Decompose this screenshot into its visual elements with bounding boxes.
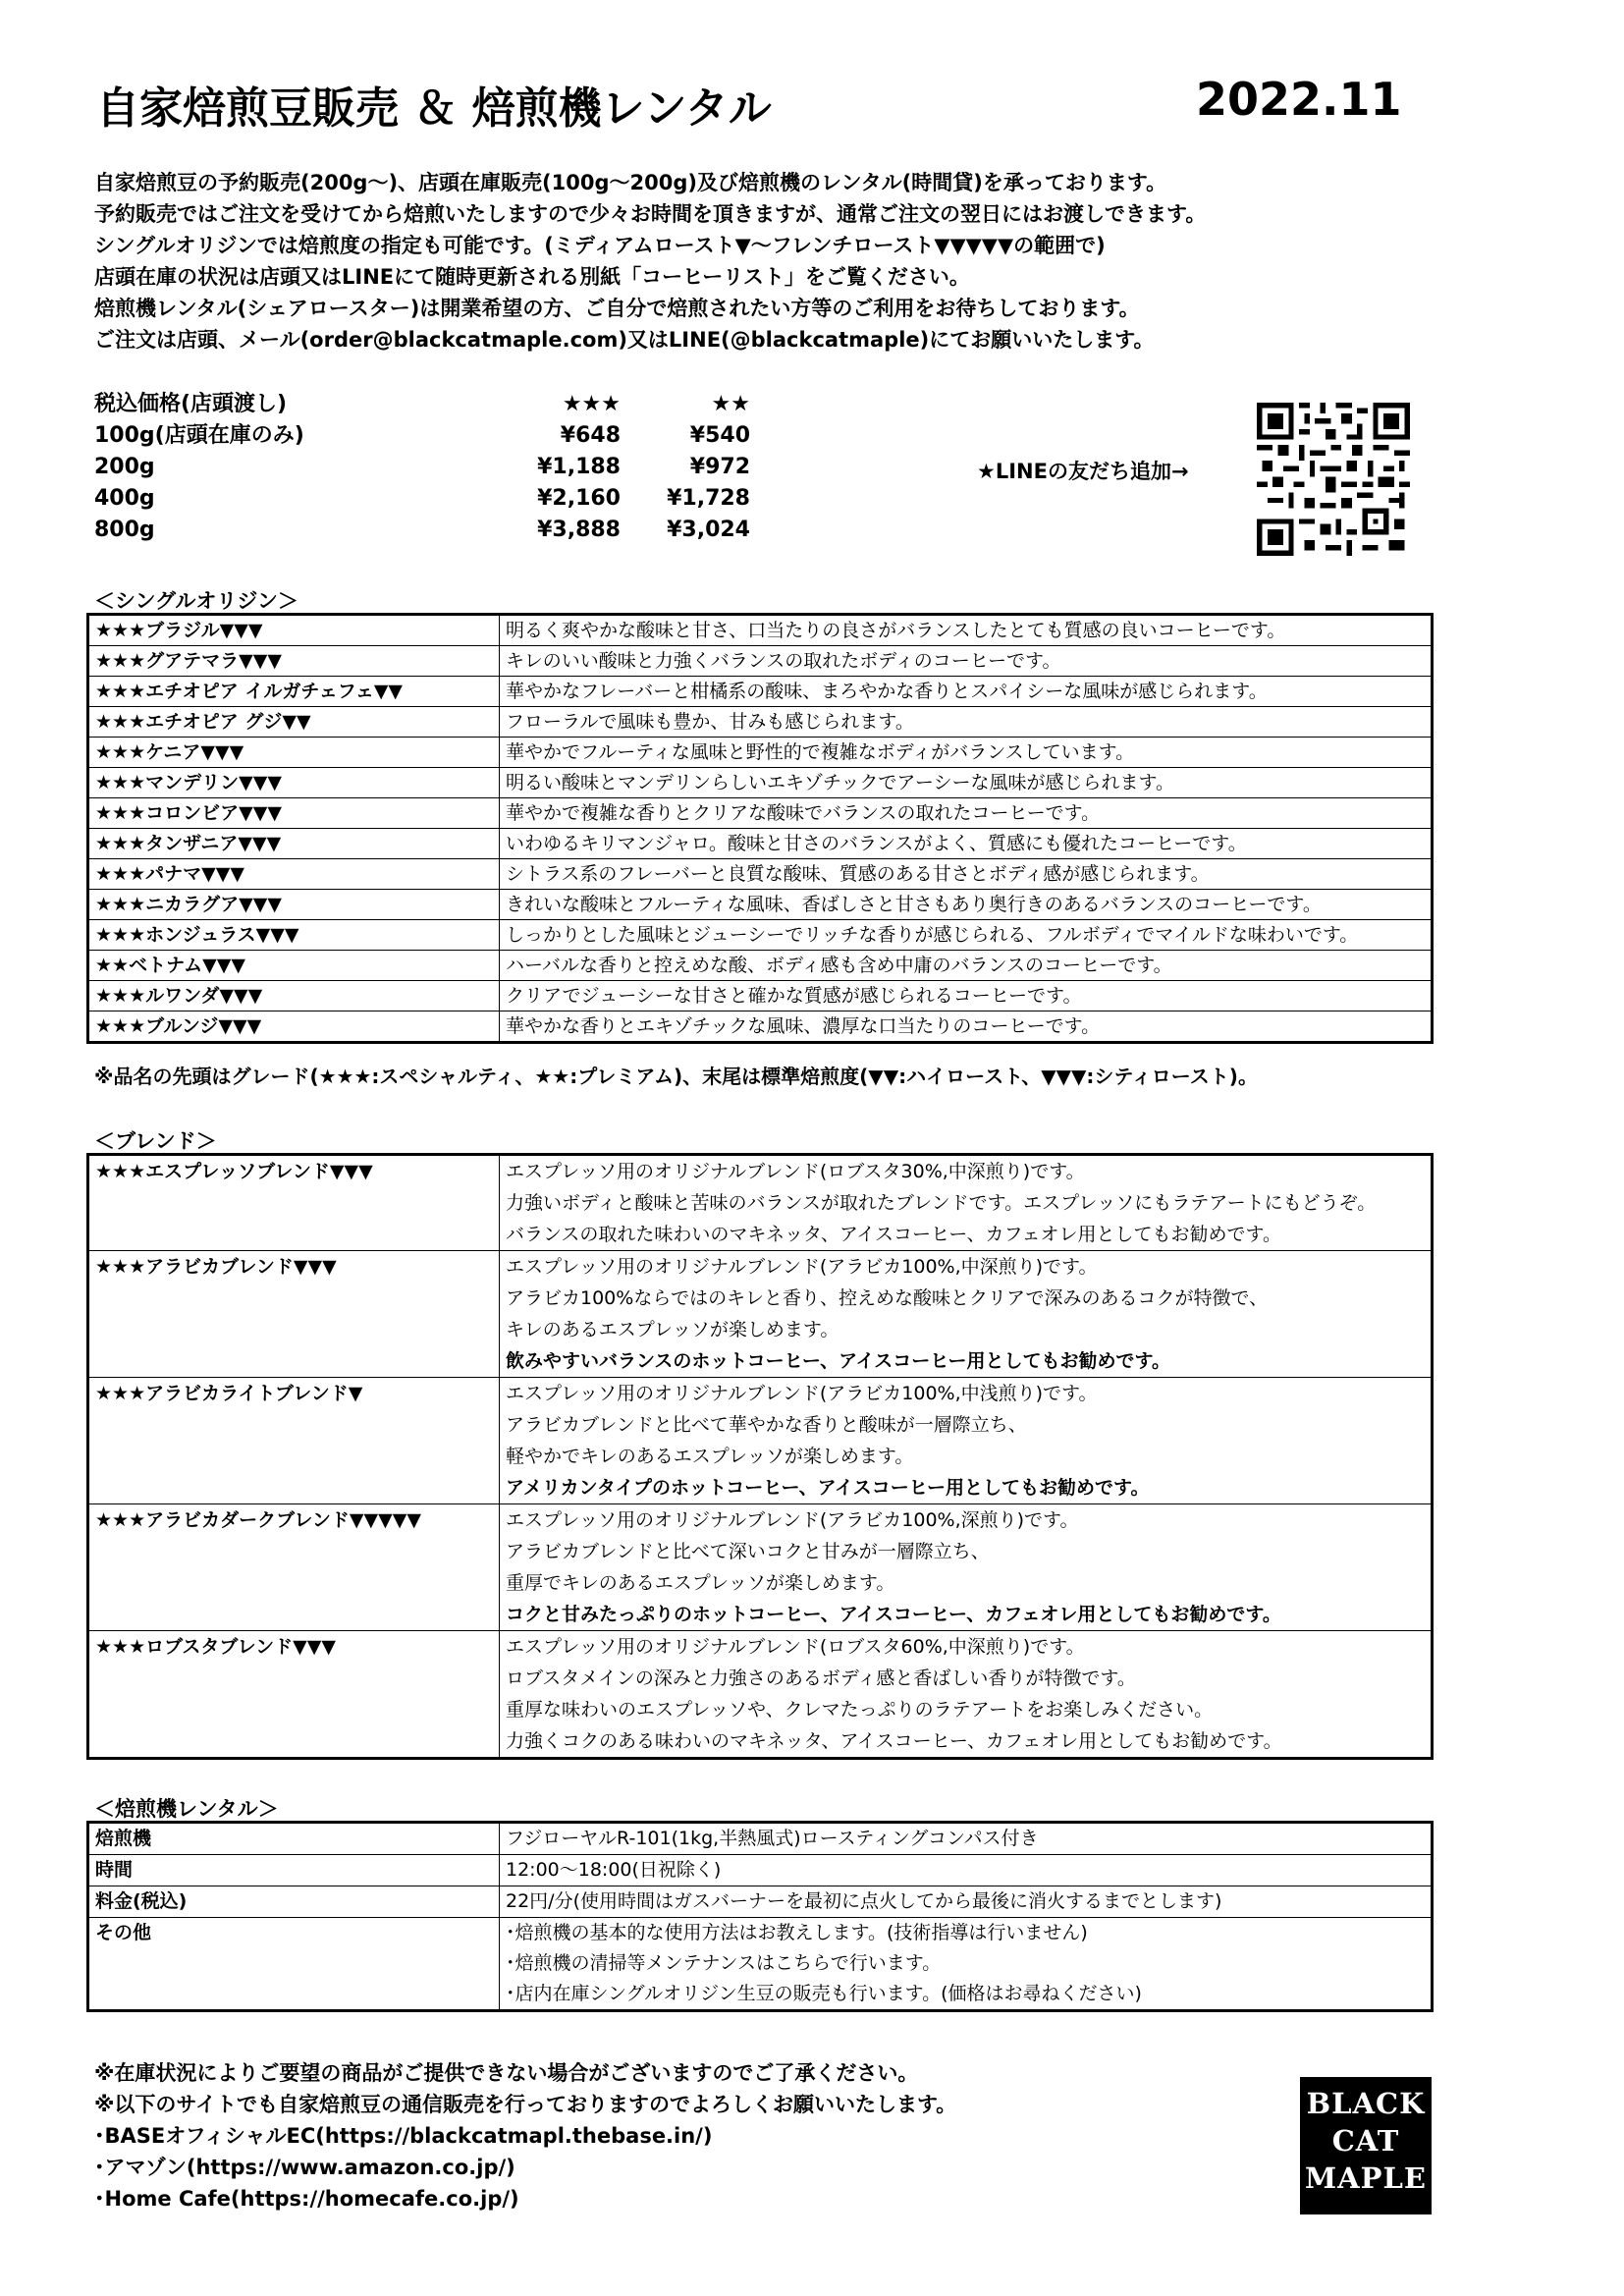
price-header-label: 税込価格(店頭渡し): [94, 392, 288, 416]
intro-line: シングルオリジンでは焙煎度の指定も可能です。(ミディアムロースト▼～フレンチロースト▼▼▼▼▼の範囲で): [94, 234, 1106, 257]
description-line: エスプレッソ用のオリジナルブレンド(アラビカ100%,中浅煎り)です。: [506, 1383, 1098, 1404]
line-add-friend-link[interactable]: ★LINEの友だち追加→: [977, 460, 1189, 483]
blend-name: ★★★ロブスタブレンド▼▼▼: [88, 1631, 500, 1759]
table-row: [88, 829, 1433, 859]
description-line: アラビカ100%ならではのキレと香り、控えめな酸味とクリアで深みのあるコクが特徴で、: [506, 1287, 1269, 1309]
description-line: エスプレッソ用のオリジナルブレンド(ロブスタ30%,中深煎り)です。: [506, 1161, 1085, 1182]
rental-item-value: [500, 1886, 1433, 1918]
home-cafe-link[interactable]: ･Home Cafe(https://homecafe.co.jp/): [94, 2187, 519, 2211]
coffee-description: 華やかなフレーバーと柑橘系の酸味、まろやかな香りとスパイシーな風味が感じられます。: [500, 677, 1433, 707]
coffee-description: 明るい酸味とマンデリンらしいエキゾチックでアーシーな風味が感じられます。: [500, 768, 1433, 798]
coffee-name: ★★★ルワンダ▼▼▼: [88, 981, 500, 1011]
coffee-name: ★★★グアテマラ▼▼▼: [88, 646, 500, 677]
table-row: [88, 1855, 1433, 1886]
blend-description: [500, 1155, 1433, 1251]
rental-item-value: [500, 1823, 1433, 1855]
coffee-name: ★★★ホンジュラス▼▼▼: [88, 920, 500, 951]
table-row: [88, 1011, 1433, 1043]
rental-item-value: [500, 1918, 1433, 2011]
coffee-name: ★★★コロンビア▼▼▼: [88, 798, 500, 829]
blend-description: [500, 1631, 1433, 1759]
coffee-description: ハーバルな香りと控えめな酸、ボディ感も含め中庸のバランスのコーヒーです。: [500, 951, 1433, 981]
coffee-description: 明るく爽やかな酸味と甘さ、口当たりの良さがバランスしたとても質感の良いコーヒーです。: [500, 615, 1433, 646]
recommendation-line: コクと甘みたっぷりのホットコーヒー、アイスコーヒー、カフェオレ用としてもお勧めです。: [506, 1604, 1281, 1625]
blend-description: [500, 1251, 1433, 1378]
coffee-description: 華やかでフルーティな風味と野性的で複雑なボディがバランスしています。: [500, 738, 1433, 768]
rental-item-label: 料金(税込): [88, 1886, 500, 1918]
price-header-col2: ★★: [711, 392, 750, 416]
grade-note: ※品名の先頭はグレード(★★★:スペシャルティ、★★:プレミアム)、末尾は標準焙煎度(▼▼:ハイロースト、▼▼▼:シティロースト)。: [94, 1065, 1258, 1088]
blend-name: ★★★アラビカダークブレンド▼▼▼▼▼: [88, 1504, 500, 1631]
coffee-name: ★★★ブラジル▼▼▼: [88, 615, 500, 646]
coffee-description: フローラルで風味も豊か、甘みも感じられます。: [500, 707, 1433, 738]
blend-table: [86, 1153, 1434, 1760]
table-row: [88, 1378, 1433, 1504]
coffee-description: シトラス系のフレーバーと良質な酸味、質感のある甘さとボディ感が感じられます。: [500, 859, 1433, 890]
description-line: 力強いボディと酸味と苦味のバランスが取れたブレンドです。エスプレッソにもラテアートにもどうぞ。: [506, 1192, 1377, 1214]
table-row: [88, 677, 1433, 707]
table-row: [88, 1886, 1433, 1918]
table-row: [88, 707, 1433, 738]
price-row-label: 400g: [94, 486, 155, 511]
price-row-col1: ¥648: [560, 423, 621, 448]
price-row-col2: ¥972: [689, 455, 750, 479]
single-origin-heading: ＜シングルオリジン＞: [94, 589, 298, 613]
recommendation-line: アメリカンタイプのホットコーヒー、アイスコーヒー用としてもお勧めです。: [506, 1477, 1150, 1499]
coffee-description: きれいな酸味とフルーティな風味、香ばしさと甘さもあり奥行きのあるバランスのコーヒーです。: [500, 890, 1433, 920]
description-line: エスプレッソ用のオリジナルブレンド(アラビカ100%,深煎り)です。: [506, 1509, 1079, 1531]
recommendation-line: 飲みやすいバランスのホットコーヒー、アイスコーヒー用としてもお勧めです。: [506, 1350, 1170, 1372]
description-line: エスプレッソ用のオリジナルブレンド(アラビカ100%,中深煎り)です。: [506, 1256, 1098, 1278]
rental-heading: ＜焙煎機レンタル＞: [94, 1797, 279, 1821]
price-row-label: 800g: [94, 518, 155, 542]
rental-table: [86, 1821, 1434, 2012]
intro-line: 店頭在庫の状況は店頭又はLINEにて随時更新される別紙「コーヒーリスト」をご覧ください。: [94, 265, 970, 289]
blend-name: ★★★エスプレッソブレンド▼▼▼: [88, 1155, 500, 1251]
rental-line: 22円/分(使用時間はガスバーナーを最初に点火してから最後に消火するまでとします): [506, 1890, 1222, 1912]
table-row: [88, 768, 1433, 798]
coffee-name: ★★★ニカラグア▼▼▼: [88, 890, 500, 920]
description-line: アラビカブレンドと比べて華やかな香りと酸味が一層際立ち、: [506, 1414, 1027, 1436]
price-row-col1: ¥2,160: [537, 486, 621, 511]
rental-item-label: 時間: [88, 1855, 500, 1886]
table-row: [88, 859, 1433, 890]
intro-line: 焙煎機レンタル(シェアロースター)は開業希望の方、ご自分で焙煎されたい方等のご利用をお待ちしております。: [94, 297, 1140, 320]
table-row: [88, 1918, 1433, 2011]
intro-line: ご注文は店頭、メール(order@blackcatmaple.com)又はLINE(@blackcatmaple)にてお願いいたします。: [94, 328, 1155, 352]
base-ec-link[interactable]: ･BASEオフィシャルEC(https://blackcatmapl.thebase.in/): [94, 2124, 713, 2148]
coffee-name: ★★ベトナム▼▼▼: [88, 951, 500, 981]
table-row: [88, 1504, 1433, 1631]
table-row: [88, 615, 1433, 646]
description-line: キレのあるエスプレッソが楽しめます。: [506, 1319, 839, 1340]
logo-line: MAPLE: [1305, 2161, 1427, 2195]
description-line: 重厚な味わいのエスプレッソや、クレマたっぷりのラテアートをお楽しみください。: [506, 1699, 1214, 1721]
coffee-description: キレのいい酸味と力強くバランスの取れたボディのコーヒーです。: [500, 646, 1433, 677]
blend-heading: ＜ブレンド＞: [94, 1129, 217, 1153]
description-line: エスプレッソ用のオリジナルブレンド(ロブスタ60%,中深煎り)です。: [506, 1636, 1085, 1658]
coffee-description: しっかりとした風味とジューシーでリッチな香りが感じられる、フルボディでマイルドな味わいです。: [500, 920, 1433, 951]
description-line: 重厚でキレのあるエスプレッソが楽しめます。: [506, 1572, 895, 1594]
footer-notes: [94, 2057, 956, 2214]
description-line: ロブスタメインの深みと力強さのあるボディ感と香ばしい香りが特徴です。: [506, 1667, 1136, 1689]
rental-item-label: 焙煎機: [88, 1823, 500, 1855]
table-row: [88, 1155, 1433, 1251]
table-row: [88, 1631, 1433, 1759]
blend-description: [500, 1504, 1433, 1631]
price-row-label: 100g(店頭在庫のみ): [94, 423, 304, 448]
coffee-description: クリアでジューシーな甘さと確かな質感が感じられるコーヒーです。: [500, 981, 1433, 1011]
table-row: [88, 798, 1433, 829]
logo-line: CAT: [1331, 2124, 1400, 2158]
coffee-name: ★★★ケニア▼▼▼: [88, 738, 500, 768]
footer-line: ※以下のサイトでも自家焙煎豆の通信販売を行っておりますのでよろしくお願いいたします。: [94, 2093, 957, 2116]
page-title: 自家焙煎豆販売 ＆ 焙煎機レンタル: [96, 83, 772, 134]
price-row-col2: ¥3,024: [667, 518, 750, 542]
intro-line: 自家焙煎豆の予約販売(200g～)、店頭在庫販売(100g～200g)及び焙煎機のレンタル(時間貸)を承っております。: [94, 171, 1167, 194]
rental-line: フジローヤルR-101(1kg,半熱風式)ロースティングコンパス付き: [506, 1828, 1039, 1849]
rental-line: ･焙煎機の清掃等メンテナンスはこちらで行います。: [506, 1952, 942, 1974]
price-row-col2: ¥540: [689, 423, 750, 448]
price-row-col2: ¥1,728: [667, 486, 750, 511]
coffee-description: 華やかで複雑な香りとクリアな酸味でバランスの取れたコーヒーです。: [500, 798, 1433, 829]
footer-line: ※在庫状況によりご要望の商品がご提供できない場合がございますのでご了承ください。: [94, 2061, 919, 2085]
description-line: 軽やかでキレのあるエスプレッソが楽しめます。: [506, 1446, 914, 1467]
price-row-label: 200g: [94, 455, 155, 479]
coffee-name: ★★★マンデリン▼▼▼: [88, 768, 500, 798]
blend-name: ★★★アラビカブレンド▼▼▼: [88, 1251, 500, 1378]
table-row: [88, 920, 1433, 951]
intro-line: 予約販売ではご注文を受けてから焙煎いたしますので少々お時間を頂きますが、通常ご注文の翌日にはお渡しできます。: [94, 202, 1207, 226]
price-row-col1: ¥3,888: [537, 518, 621, 542]
description-line: 力強くコクのある味わいのマキネッタ、アイスコーヒー、カフェオレ用としてもお勧めです。: [506, 1730, 1282, 1752]
rental-line: ･店内在庫シングルオリジン生豆の販売も行います。(価格はお尋ねください): [506, 1983, 1142, 2004]
description-line: バランスの取れた味わいのマキネッタ、アイスコーヒー、カフェオレ用としてもお勧めです。: [506, 1224, 1282, 1245]
coffee-description: 華やかな香りとエキゾチックな風味、濃厚な口当たりのコーヒーです。: [500, 1011, 1433, 1043]
black-cat-maple-logo: [1300, 2077, 1432, 2214]
price-header-col1: ★★★: [562, 392, 621, 416]
table-row: [88, 890, 1433, 920]
rental-item-value: [500, 1855, 1433, 1886]
qr-code-icon[interactable]: [1257, 403, 1410, 556]
table-row: [88, 951, 1433, 981]
coffee-name: ★★★エチオピア イルガチェフェ▼▼: [88, 677, 500, 707]
blend-description: [500, 1378, 1433, 1504]
amazon-link[interactable]: ･アマゾン(https://www.amazon.co.jp/): [94, 2156, 515, 2179]
intro-text: [94, 167, 1206, 355]
table-row: [88, 1823, 1433, 1855]
rental-item-label: その他: [88, 1918, 500, 2011]
rental-line: ･焙煎機の基本的な使用方法はお教えします。(技術指導は行いません): [506, 1922, 1088, 1943]
issue-date: 2022.11: [1196, 73, 1402, 126]
table-row: [88, 1251, 1433, 1378]
coffee-name: ★★★タンザニア▼▼▼: [88, 829, 500, 859]
table-row: [88, 646, 1433, 677]
blend-name: ★★★アラビカライトブレンド▼: [88, 1378, 500, 1504]
coffee-name: ★★★エチオピア グジ▼▼: [88, 707, 500, 738]
table-row: [88, 738, 1433, 768]
coffee-name: ★★★ブルンジ▼▼▼: [88, 1011, 500, 1043]
price-row-col1: ¥1,188: [537, 455, 621, 479]
coffee-name: ★★★パナマ▼▼▼: [88, 859, 500, 890]
coffee-description: いわゆるキリマンジャロ。酸味と甘さのバランスがよく、質感にも優れたコーヒーです。: [500, 829, 1433, 859]
description-line: アラビカブレンドと比べて深いコクと甘みが一層際立ち、: [506, 1541, 990, 1562]
single-origin-table: [86, 613, 1434, 1044]
rental-line: 12:00～18:00(日祝除く): [506, 1859, 722, 1881]
logo-line: BLACK: [1306, 2087, 1426, 2120]
table-row: [88, 981, 1433, 1011]
